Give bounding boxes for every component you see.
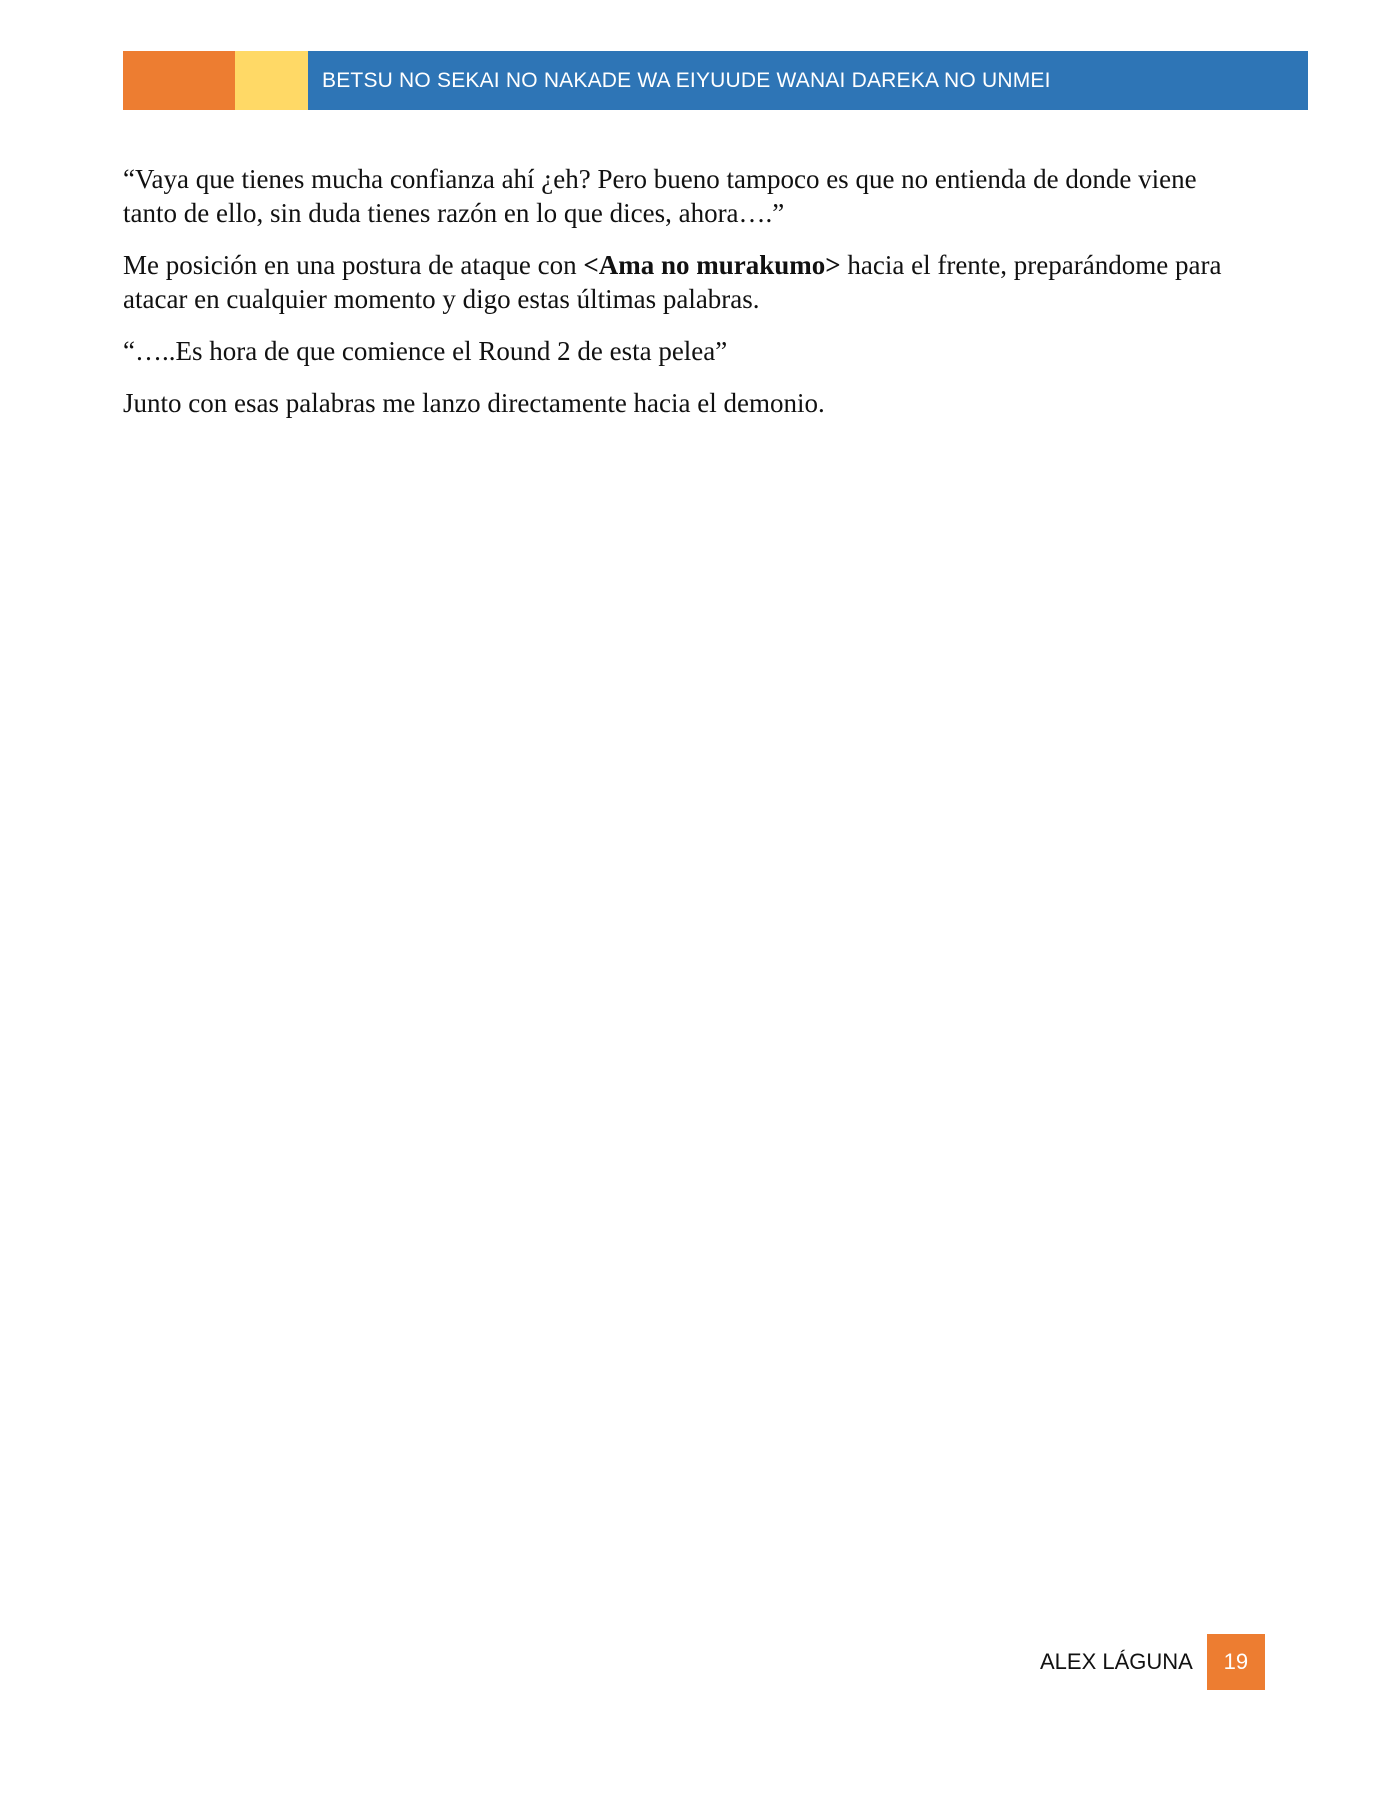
footer-author: ALEX LÁGUNA [1040,1649,1193,1674]
header-yellow-block [235,51,308,110]
paragraph-2-bold-name: <Ama no murakumo> [583,250,841,280]
page-footer [1040,1634,1265,1690]
page-header [123,51,1308,110]
paragraph-3: “…..Es hora de que comience el Round 2 de esta pelea” [123,336,728,366]
page-body [123,162,1243,438]
header-orange-block [123,51,235,110]
header-title-bar [308,51,1308,110]
paragraph-2-after: hacia el frente, preparándome para atacar en cualquier momento y digo estas últimas palabras. [123,250,1222,314]
page-number: 19 [1223,1649,1249,1674]
paragraph-4: Junto con esas palabras me lanzo directamente hacia el demonio. [123,388,825,418]
paragraph-2 [123,248,1243,316]
paragraph-2-before: Me posición en una postura de ataque con [123,250,584,280]
header-title: BETSU NO SEKAI NO NAKADE WA EIYUUDE WANAI DAREKA NO UNMEI [322,68,1051,92]
paragraph-1: “Vaya que tienes mucha confianza ahí ¿eh? Pero bueno tampoco es que no entienda de donde viene tanto de ello, sin duda tienes razón en lo que dices, ahora….” [123,164,1197,228]
page-number-box [1207,1634,1265,1690]
